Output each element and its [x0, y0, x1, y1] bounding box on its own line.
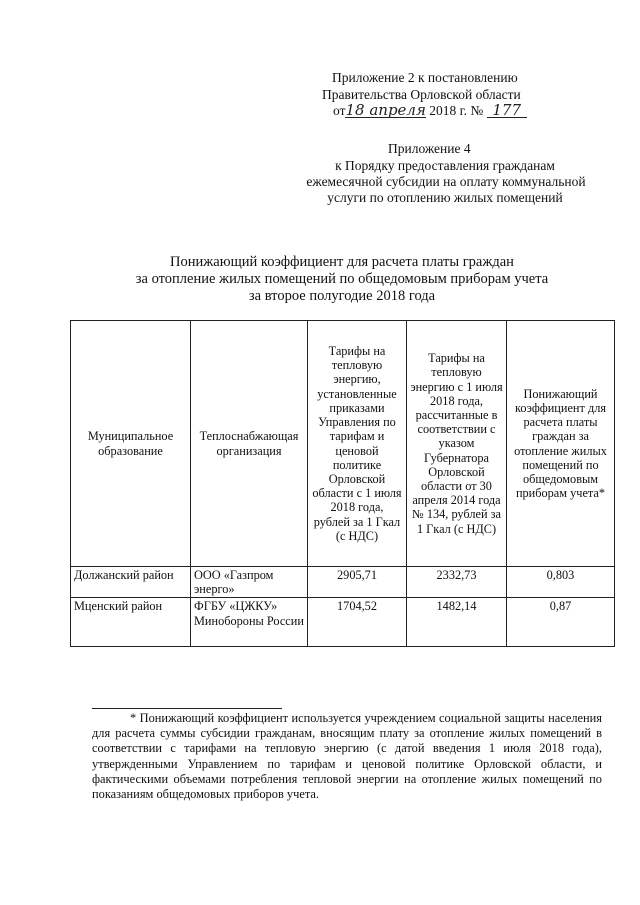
cell-tariff-established: 2905,71 [308, 567, 407, 598]
procedure-appendix-line4: услуги по отоплению жилых помещений [327, 190, 563, 205]
cell-tariff-calculated: 1482,14 [407, 598, 507, 647]
resolution-appendix-line2: Правительства Орловской области [322, 87, 521, 102]
handwritten-number: 177 [487, 103, 527, 118]
cell-coefficient: 0,803 [507, 567, 615, 598]
cell-municipality: Мценский район [71, 598, 191, 647]
document-title-line2: за отопление жилых помещений по общедомовым приборам учета [135, 271, 549, 287]
handwritten-date: 18 апреля [345, 101, 426, 119]
resolution-appendix-line1: Приложение 2 к постановлению [332, 70, 518, 85]
date-year-number-label: 2018 г. № [429, 103, 484, 118]
procedure-appendix-line2: к Порядку предоставления гражданам [335, 158, 555, 173]
table-header-row [71, 321, 615, 567]
footnote [92, 711, 602, 802]
cell-tariff-calculated: 2332,73 [407, 567, 507, 598]
header-heat-supplier: Теплоснабжающая организация [191, 321, 308, 567]
cell-tariff-established: 1704,52 [308, 598, 407, 647]
header-reduction-coefficient: Понижающий коэффициент для расчета платы граждан за отопление жилых помещений по общедомовым приборам учета* [507, 321, 615, 567]
header-municipality: Муниципальное образование [71, 321, 191, 567]
document-title-line1: Понижающий коэффициент для расчета платы граждан [170, 254, 514, 270]
footnote-text: * Понижающий коэффициент используется учреждением социальной защиты населения для расчета суммы субсидии гражданам, вносящим плату за отопление жилых помещений в соответствии с тарифами на тепловую энергию (с датой введения 1 июля 2018 года), утвержденными Управлением по тарифам и ценовой политике Орловской области, и фактическими объемами потребления тепловой энергии на отопление жилых помещений по показаниям общедомовых приборов учета. [92, 711, 602, 802]
table-row [71, 567, 615, 598]
procedure-appendix-line3: ежемесячной субсидии на оплату коммунальной [306, 174, 586, 189]
cell-supplier: ФГБУ «ЦЖКУ» Минобороны России [191, 598, 308, 647]
header-tariff-calculated: Тарифы на тепловую энергию с 1 июля 2018 года, рассчитанные в соответствии с указом Губернатора Орловской области от 30 апреля 2014 года № 134, рублей за 1 Гкал (с НДС) [407, 321, 507, 567]
cell-supplier: ООО «Газпром энерго» [191, 567, 308, 598]
table-row [71, 598, 615, 647]
document-title-line3: за второе полугодие 2018 года [248, 288, 436, 304]
header-tariff-established: Тарифы на тепловую энергию, установленные приказами Управления по тарифам и ценовой политике Орловской области с 1 июля 2018 года, рублей за 1 Гкал (с НДС) [308, 321, 407, 567]
footnote-separator [92, 708, 282, 709]
procedure-appendix-line1: Приложение 4 [388, 141, 471, 156]
cell-municipality: Должанский район [71, 567, 191, 598]
date-prefix: от [333, 103, 346, 118]
cell-coefficient: 0,87 [507, 598, 615, 647]
resolution-appendix-line3 [333, 103, 527, 119]
coefficient-table [70, 320, 615, 647]
